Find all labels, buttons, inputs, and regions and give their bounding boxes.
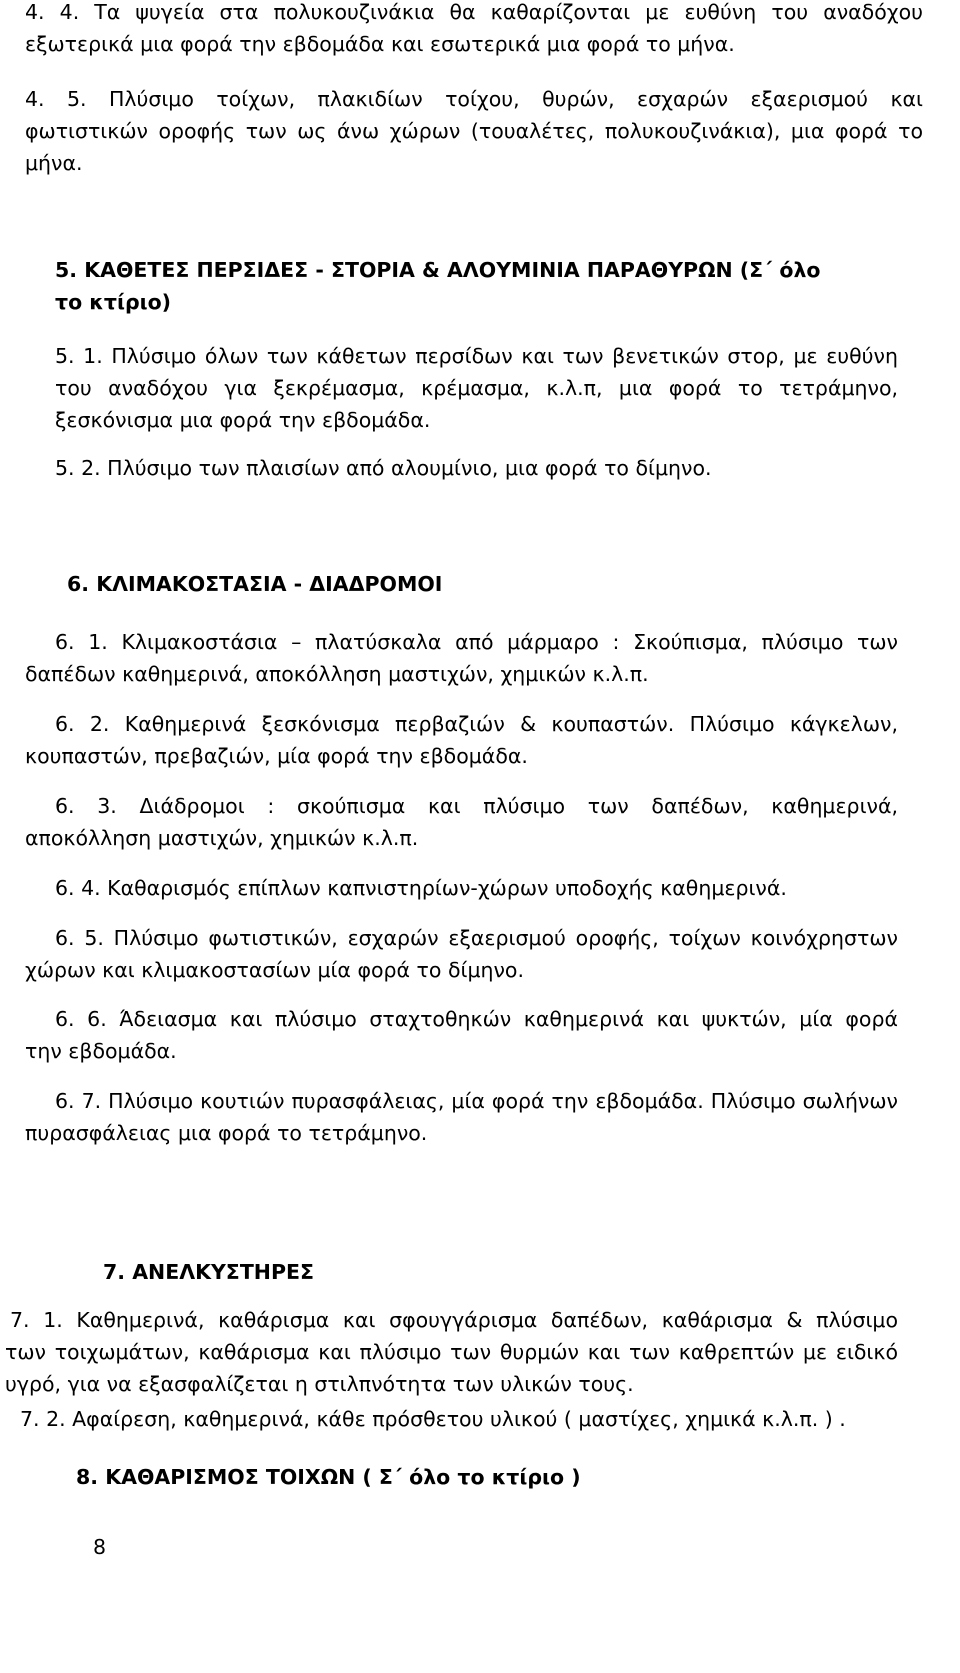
- item-6-3-line1: 6. 3. Διάδρομοι : σκούπισμα και πλύσιμο των δαπέδων, καθημερινά,: [55, 794, 898, 818]
- section-5-heading: [0, 254, 960, 318]
- item-4-5-line3: μήνα.: [25, 151, 83, 175]
- item-6-5-line2: χώρων και κλιμακοστασίων μία φορά το δίμηνο.: [25, 958, 524, 982]
- item-5-1-line3: ξεσκόνισμα μια φορά την εβδομάδα.: [55, 408, 431, 432]
- section-6-heading: [0, 568, 960, 600]
- item-7-1-line1: 7. 1. Καθημερινά, καθάρισμα και σφουγγάρισμα δαπέδων, καθάρισμα & πλύσιμο: [10, 1308, 898, 1332]
- item-4-4: [0, 0, 960, 60]
- item-6-2-line1: 6. 2. Καθημερινά ξεσκόνισμα περβαζιών & κουπαστών. Πλύσιμο κάγκελων,: [55, 712, 898, 736]
- item-7-1: [0, 1304, 960, 1400]
- item-6-3: [0, 790, 960, 854]
- item-6-1-line2: δαπέδων καθημερινά, αποκόλληση μαστιχών, χημικών κ.λ.π.: [25, 662, 649, 686]
- item-6-7-line1: 6. 7. Πλύσιμο κουτιών πυρασφάλειας, μία φορά την εβδομάδα. Πλύσιμο σωλήνων: [55, 1089, 898, 1113]
- item-6-4-line1: 6. 4. Καθαρισμός επίπλων καπνιστηρίων-χώρων υποδοχής καθημερινά.: [55, 876, 787, 900]
- item-5-2-line1: 5. 2. Πλύσιμο των πλαισίων από αλουμίνιο, μια φορά το δίμηνο.: [55, 456, 712, 480]
- item-6-2-line2: κουπαστών, πρεβαζιών, μία φορά την εβδομάδα.: [25, 744, 528, 768]
- item-7-2-line1: 7. 2. Αφαίρεση, καθημερινά, κάθε πρόσθετου υλικού ( μαστίχες, χημικά κ.λ.π. ) .: [20, 1407, 846, 1431]
- section-7-heading: [0, 1256, 960, 1288]
- item-6-5-line1: 6. 5. Πλύσιμο φωτιστικών, εσχαρών εξαερισμού οροφής, τοίχων κοινόχρηστων: [55, 926, 898, 950]
- item-6-3-line2: αποκόλληση μαστιχών, χημικών κ.λ.π.: [25, 826, 419, 850]
- item-5-2: [0, 452, 960, 484]
- item-5-1-line1: 5. 1. Πλύσιμο όλων των κάθετων περσίδων και των βενετικών στορ, με ευθύνη: [55, 344, 898, 368]
- item-4-5-line1: 4. 5. Πλύσιμο τοίχων, πλακιδίων τοίχου, θυρών, εσχαρών εξαερισμού και: [25, 87, 923, 111]
- item-6-6-line2: την εβδομάδα.: [25, 1039, 177, 1063]
- item-6-6: [0, 1003, 960, 1067]
- item-4-4-line2: εξωτερικά μια φορά την εβδομάδα και εσωτερικά μια φορά το μήνα.: [25, 32, 735, 56]
- item-7-2: [0, 1403, 960, 1435]
- item-6-1-line1: 6. 1. Κλιμακοστάσια – πλατύσκαλα από μάρμαρο : Σκούπισμα, πλύσιμο των: [55, 630, 898, 654]
- section-5-title-line1: 5. ΚΑΘΕΤΕΣ ΠΕΡΣΙΔΕΣ - ΣΤΟΡΙΑ & ΑΛΟΥΜΙΝΙΑ ΠΑΡΑΘΥΡΩΝ (Σ΄ όλο: [55, 258, 821, 282]
- item-6-7-line2: πυρασφάλειας μια φορά το τετράμηνο.: [25, 1121, 428, 1145]
- item-7-1-line2: των τοιχωμάτων, καθάρισμα και πλύσιμο των θυρμών και των καθρεπτών με ειδικό: [5, 1340, 898, 1364]
- item-6-5: [0, 922, 960, 986]
- item-6-7: [0, 1085, 960, 1149]
- item-7-1-line3: υγρό, για να εξασφαλίζεται η στιλπνότητα των υλικών τους.: [5, 1372, 634, 1396]
- item-4-5: [0, 83, 960, 179]
- section-8-title: 8. ΚΑΘΑΡΙΣΜΟΣ ΤΟΙΧΩΝ ( Σ΄ όλο το κτίριο ): [76, 1465, 581, 1489]
- item-4-5-line2: φωτιστικών οροφής των ως άνω χώρων (τουαλέτες, πολυκουζινάκια), μια φορά το: [25, 119, 923, 143]
- item-5-1: [0, 340, 960, 436]
- section-8-heading: [0, 1461, 960, 1493]
- section-6-title: 6. ΚΛΙΜΑΚΟΣΤΑΣΙΑ - ΔΙΑΔΡΟΜΟΙ: [67, 572, 443, 596]
- item-6-2: [0, 708, 960, 772]
- page-number: 8: [93, 1535, 107, 1559]
- section-5-title-line2: το κτίριο): [55, 290, 172, 314]
- item-6-4: [0, 872, 960, 904]
- item-4-4-line1: 4. 4. Τα ψυγεία στα πολυκουζινάκια θα καθαρίζονται με ευθύνη του αναδόχου: [25, 0, 923, 24]
- section-7-title: 7. ΑΝΕΛΚΥΣΤΗΡΕΣ: [103, 1260, 314, 1284]
- item-5-1-line2: του αναδόχου για ξεκρέμασμα, κρέμασμα, κ.λ.π, μια φορά το τετράμηνο,: [55, 376, 898, 400]
- item-6-6-line1: 6. 6. Άδειασμα και πλύσιμο σταχτοθηκών καθημερινά και ψυκτών, μία φορά: [55, 1007, 898, 1031]
- item-6-1: [0, 626, 960, 690]
